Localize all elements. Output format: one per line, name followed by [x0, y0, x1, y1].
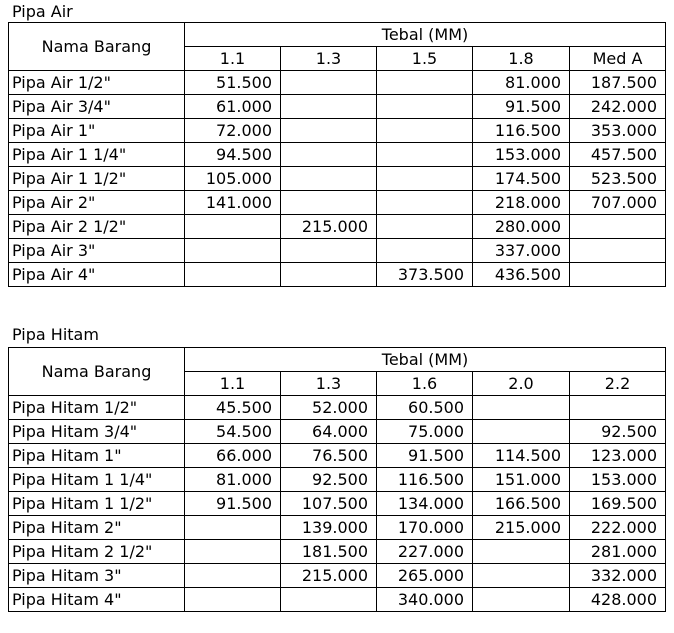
price-cell — [281, 588, 377, 612]
price-cell — [185, 540, 281, 564]
price-cell: 72.000 — [185, 119, 281, 143]
price-table-pipa-hitam — [8, 347, 666, 612]
price-cell: 64.000 — [281, 420, 377, 444]
header-row — [9, 23, 666, 47]
price-cell: 92.500 — [281, 468, 377, 492]
price-cell — [377, 71, 473, 95]
price-cell — [377, 191, 473, 215]
price-cell: 265.000 — [377, 564, 473, 588]
price-cell — [185, 516, 281, 540]
price-cell — [570, 215, 666, 239]
price-cell: 123.000 — [570, 444, 666, 468]
price-cell: 134.000 — [377, 492, 473, 516]
table-row — [9, 444, 666, 468]
price-cell: 170.000 — [377, 516, 473, 540]
item-name-cell: Pipa Air 1 1/4" — [9, 143, 185, 167]
price-cell — [473, 588, 570, 612]
price-cell: 54.500 — [185, 420, 281, 444]
table-row — [9, 167, 666, 191]
price-cell — [570, 239, 666, 263]
price-cell: 166.500 — [473, 492, 570, 516]
item-name-cell: Pipa Air 1" — [9, 119, 185, 143]
thickness-column-header: 2.2 — [570, 372, 666, 396]
thickness-column-header: 1.1 — [185, 47, 281, 71]
price-cell — [281, 191, 377, 215]
price-cell: 76.500 — [281, 444, 377, 468]
table-row — [9, 71, 666, 95]
item-name-cell: Pipa Air 2 1/2" — [9, 215, 185, 239]
table-row — [9, 95, 666, 119]
price-cell: 107.500 — [281, 492, 377, 516]
price-cell: 139.000 — [281, 516, 377, 540]
price-cell — [281, 95, 377, 119]
price-table-pipa-air — [8, 22, 666, 287]
thickness-column-header: 1.6 — [377, 372, 473, 396]
price-cell: 91.500 — [473, 95, 570, 119]
price-cell: 373.500 — [377, 263, 473, 287]
item-name-cell: Pipa Hitam 4" — [9, 588, 185, 612]
price-cell: 187.500 — [570, 71, 666, 95]
price-cell — [377, 95, 473, 119]
item-name-cell: Pipa Air 1 1/2" — [9, 167, 185, 191]
item-name-cell: Pipa Hitam 3/4" — [9, 420, 185, 444]
table-row — [9, 540, 666, 564]
item-name-cell: Pipa Air 3/4" — [9, 95, 185, 119]
price-cell — [377, 143, 473, 167]
table-row — [9, 191, 666, 215]
table-row — [9, 263, 666, 287]
thickness-column-header: Med A — [570, 47, 666, 71]
price-cell — [377, 239, 473, 263]
price-cell: 81.000 — [185, 468, 281, 492]
price-cell: 215.000 — [281, 215, 377, 239]
price-cell — [185, 564, 281, 588]
price-cell: 340.000 — [377, 588, 473, 612]
price-cell — [570, 396, 666, 420]
price-cell: 218.000 — [473, 191, 570, 215]
price-cell — [377, 215, 473, 239]
price-cell: 281.000 — [570, 540, 666, 564]
price-cell: 51.500 — [185, 71, 281, 95]
item-name-cell: Pipa Air 2" — [9, 191, 185, 215]
price-cell — [281, 119, 377, 143]
thickness-column-header: 1.3 — [281, 47, 377, 71]
price-cell: 353.000 — [570, 119, 666, 143]
section-title-pipa-hitam: Pipa Hitam — [12, 325, 99, 344]
price-cell: 215.000 — [473, 516, 570, 540]
price-cell: 523.500 — [570, 167, 666, 191]
price-cell — [185, 588, 281, 612]
item-name-cell: Pipa Hitam 1 1/4" — [9, 468, 185, 492]
price-cell: 52.000 — [281, 396, 377, 420]
thickness-column-header: 1.3 — [281, 372, 377, 396]
price-cell: 61.000 — [185, 95, 281, 119]
price-cell: 116.500 — [473, 119, 570, 143]
price-cell — [570, 263, 666, 287]
item-name-cell: Pipa Hitam 2 1/2" — [9, 540, 185, 564]
price-cell — [281, 71, 377, 95]
name-column-header: Nama Barang — [9, 348, 185, 396]
price-cell: 242.000 — [570, 95, 666, 119]
price-cell: 60.500 — [377, 396, 473, 420]
price-cell: 707.000 — [570, 191, 666, 215]
price-cell: 116.500 — [377, 468, 473, 492]
price-cell: 428.000 — [570, 588, 666, 612]
price-cell: 75.000 — [377, 420, 473, 444]
price-cell: 169.500 — [570, 492, 666, 516]
thickness-column-header: 1.8 — [473, 47, 570, 71]
price-cell: 114.500 — [473, 444, 570, 468]
price-cell — [281, 143, 377, 167]
thickness-group-header: Tebal (MM) — [185, 348, 666, 372]
price-cell: 151.000 — [473, 468, 570, 492]
item-name-cell: Pipa Air 3" — [9, 239, 185, 263]
price-cell: 227.000 — [377, 540, 473, 564]
price-cell — [281, 239, 377, 263]
price-cell — [281, 167, 377, 191]
price-cell: 457.500 — [570, 143, 666, 167]
item-name-cell: Pipa Hitam 1/2" — [9, 396, 185, 420]
price-cell — [185, 239, 281, 263]
thickness-column-header: 1.5 — [377, 47, 473, 71]
price-cell: 153.000 — [570, 468, 666, 492]
price-cell — [185, 215, 281, 239]
table-row — [9, 215, 666, 239]
table-row — [9, 119, 666, 143]
price-cell — [473, 420, 570, 444]
item-name-cell: Pipa Hitam 3" — [9, 564, 185, 588]
price-cell — [473, 540, 570, 564]
table-row — [9, 420, 666, 444]
item-name-cell: Pipa Hitam 1" — [9, 444, 185, 468]
price-cell: 215.000 — [281, 564, 377, 588]
price-cell: 45.500 — [185, 396, 281, 420]
thickness-column-header: 2.0 — [473, 372, 570, 396]
price-cell — [473, 396, 570, 420]
table-row — [9, 588, 666, 612]
header-row — [9, 348, 666, 372]
price-cell: 81.000 — [473, 71, 570, 95]
thickness-group-header: Tebal (MM) — [185, 23, 666, 47]
table-row — [9, 516, 666, 540]
price-cell: 91.500 — [377, 444, 473, 468]
table-row — [9, 468, 666, 492]
table-row — [9, 564, 666, 588]
price-cell: 66.000 — [185, 444, 281, 468]
name-column-header: Nama Barang — [9, 23, 185, 71]
table-row — [9, 239, 666, 263]
price-cell: 337.000 — [473, 239, 570, 263]
price-cell: 332.000 — [570, 564, 666, 588]
item-name-cell: Pipa Air 4" — [9, 263, 185, 287]
item-name-cell: Pipa Air 1/2" — [9, 71, 185, 95]
price-cell: 92.500 — [570, 420, 666, 444]
price-cell: 280.000 — [473, 215, 570, 239]
item-name-cell: Pipa Hitam 2" — [9, 516, 185, 540]
price-cell: 105.000 — [185, 167, 281, 191]
table-row — [9, 396, 666, 420]
thickness-column-header: 1.1 — [185, 372, 281, 396]
price-cell: 174.500 — [473, 167, 570, 191]
section-title-pipa-air: Pipa Air — [12, 2, 73, 21]
table-row — [9, 143, 666, 167]
price-cell: 153.000 — [473, 143, 570, 167]
price-cell — [377, 119, 473, 143]
price-cell — [377, 167, 473, 191]
price-cell — [185, 263, 281, 287]
price-cell: 94.500 — [185, 143, 281, 167]
item-name-cell: Pipa Hitam 1 1/2" — [9, 492, 185, 516]
price-cell: 91.500 — [185, 492, 281, 516]
price-cell: 222.000 — [570, 516, 666, 540]
price-cell: 181.500 — [281, 540, 377, 564]
price-cell — [473, 564, 570, 588]
price-cell: 436.500 — [473, 263, 570, 287]
table-row — [9, 492, 666, 516]
price-cell: 141.000 — [185, 191, 281, 215]
price-cell — [281, 263, 377, 287]
